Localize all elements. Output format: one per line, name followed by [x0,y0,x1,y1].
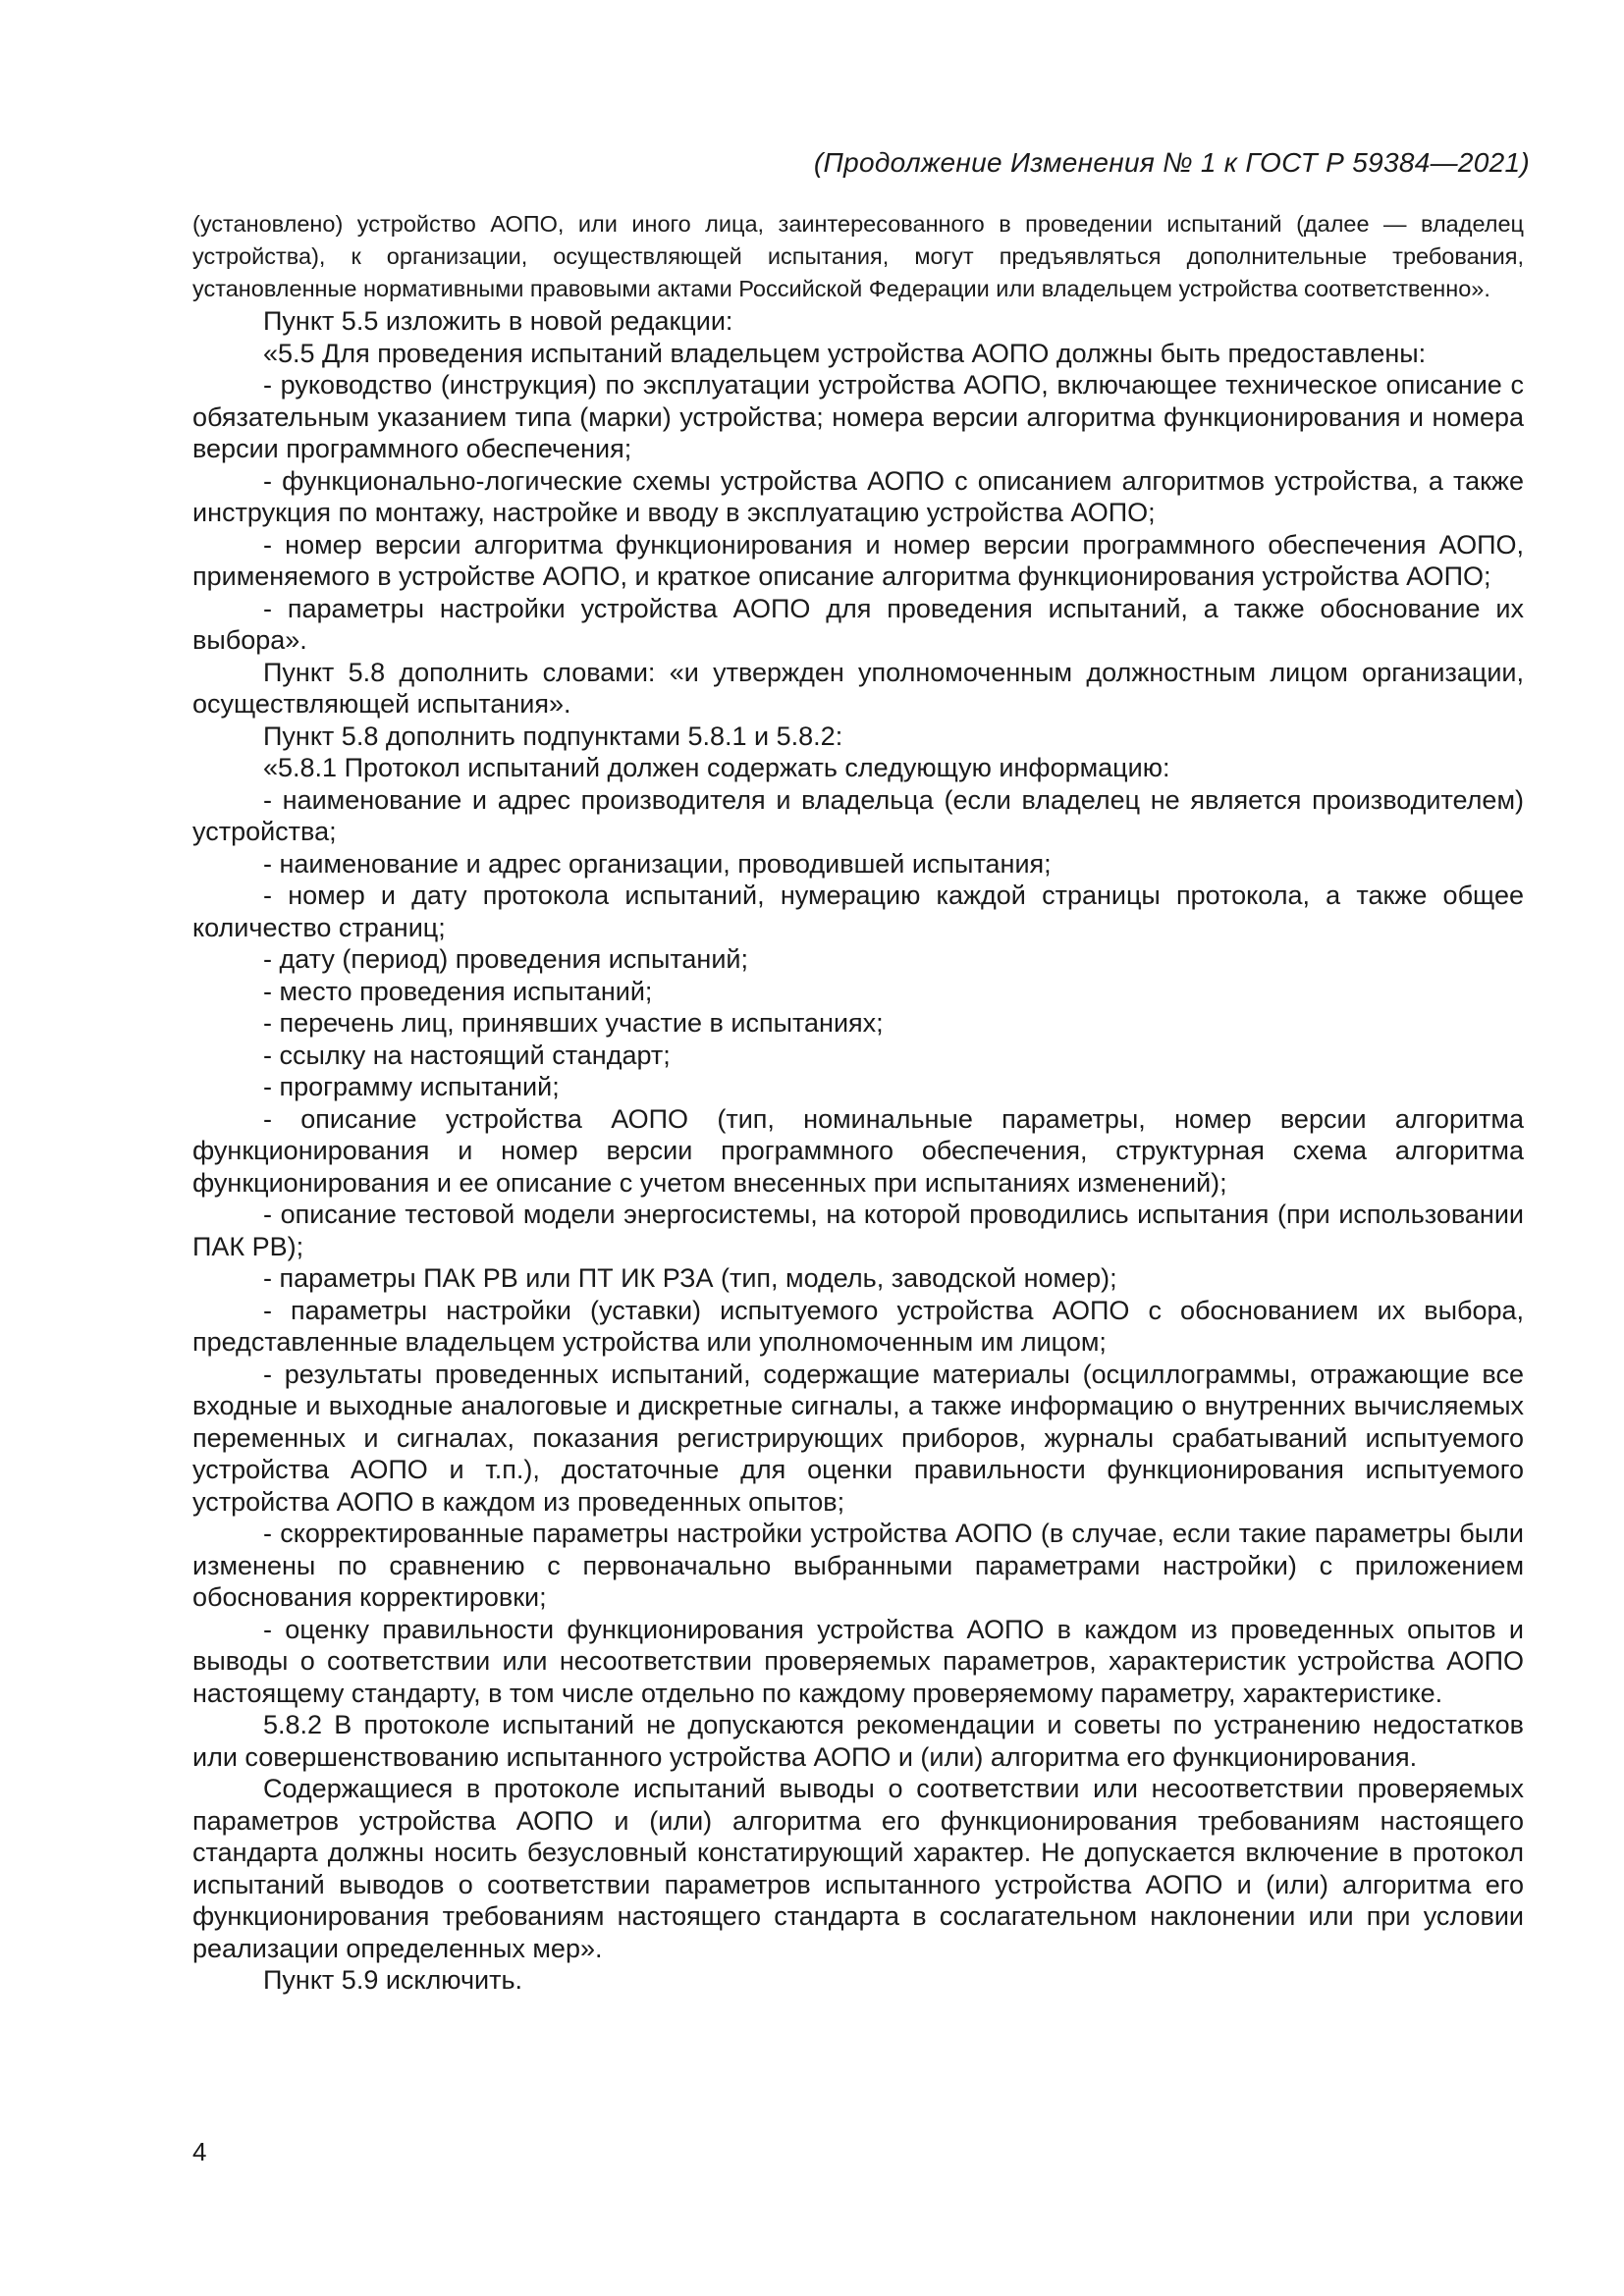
list-item: - описание тестовой модели энергосистемы, на которой проводились испытания (при использовании ПАК РВ); [192,1200,1524,1261]
list-item: - результаты проведенных испытаний, содержащие материалы (осциллограммы, отражающие все входные и выходные аналоговые и дискретные сигналы, а также информацию о внутренних вычисляемых переменных и сигналах, показания регистрирующих приборов, журналы срабатываний испытуемого устройства АОПО и т.п.), достаточные для оценки правильности функционирования испытуемого устройства АОПО в каждом из проведенных опытов; [192,1359,1524,1517]
list-item: - руководство (инструкция) по эксплуатации устройства АОПО, включающее техническое описание с обязательным указанием типа (марки) устройства; номера версии алгоритма функционирования и номера версии программного обеспечения; [192,370,1524,463]
list-item: - параметры настройки (уставки) испытуемого устройства АОПО с обоснованием их выбора, представленные владельцем устройства или уполномоченным им лицом; [192,1295,1524,1357]
list-item: - перечень лиц, принявших участие в испытаниях; [263,1008,884,1038]
list-item: - ссылку на настоящий стандарт; [263,1040,671,1070]
list-item: - наименование и адрес организации, проводившей испытания; [263,848,1052,879]
page-header: (Продолжение Изменения № 1 к ГОСТ Р 59384—2021) [813,147,1530,178]
list-item: - оценку правильности функционирования устройства АОПО в каждом из проведенных опытов и выводы о соответствии или несоответствии проверяемых параметров, характеристик устройства АОПО настоящему стандарту, в том числе отдельно по каждому проверяемому параметру, характеристике. [192,1614,1524,1708]
list-item: - скорректированные параметры настройки устройства АОПО (в случае, если такие параметры были изменены по сравнению с первоначально выбранными параметрами настройки) с приложением обоснования корректировки; [192,1519,1524,1612]
list-item: - номер и дату протокола испытаний, нумерацию каждой страницы протокола, а также общее количество страниц; [192,881,1524,942]
paragraph: Пункт 5.8 дополнить словами: «и утвержден уполномоченным должностным лицом организации, осуществляющей испытания». [192,657,1524,719]
list-item: - наименование и адрес производителя и владельца (если владелец не является производителем) устройства; [192,784,1524,846]
paragraph: 5.8.2 В протоколе испытаний не допускаются рекомендации и советы по устранению недостатков или совершенствованию испытанного устройства АОПО и (или) алгоритма его функционирования. [192,1710,1524,1772]
list-item: - дату (период) проведения испытаний; [263,944,749,974]
paragraph: Пункт 5.9 исключить. [263,1965,523,1995]
paragraph: Пункт 5.5 изложить в новой редакции: [263,306,733,336]
paragraph: «5.5 Для проведения испытаний владельцем устройства АОПО должны быть предоставлены: [263,338,1427,368]
list-item: - параметры настройки устройства АОПО для проведения испытаний, а также обоснование их выбора». [192,593,1524,655]
list-item: - описание устройства АОПО (тип, номинальные параметры, номер версии алгоритма функционирования и номер версии программного обеспечения, структурная схема алгоритма функционирования и ее описание с учетом внесенных при испытаниях изменений); [192,1103,1524,1198]
list-item: - функционально-логические схемы устройства АОПО с описанием алгоритмов устройства, а также инструкция по монтажу, настройке и вводу в эксплуатацию устройства АОПО; [192,465,1524,527]
page-number: 4 [192,2137,207,2166]
list-item: - программу испытаний; [263,1072,560,1101]
paragraph: Содержащиеся в протоколе испытаний выводы о соответствии или несоответствии проверяемых параметров устройства АОПО и (или) алгоритма его функционирования требованиям настоящего стандарта должны носить безусловный констатирующий характер. Не допускается включение в протокол испытаний выводов о соответствии параметров испытанного устройства АОПО и (или) алгоритма его функционирования требованиям настоящего стандарта в сослагательном наклонении или при условии реализации определенных мер». [192,1774,1524,1963]
document-body [192,208,1524,1997]
paragraph: «5.8.1 Протокол испытаний должен содержать следующую информацию: [263,753,1170,782]
intro-paragraph: (установлено) устройство АОПО, или иного лица, заинтересованного в проведении испытаний (далее — владелец устройства), к организации, осуществляющей испытания, могут предъявляться дополнительные требования, установленные нормативными правовыми актами Российской Федерации или владельцем устройства соответственно». [192,211,1524,301]
list-item: - место проведения испытаний; [263,976,653,1006]
list-item: - параметры ПАК РВ или ПТ ИК РЗА (тип, модель, заводской номер); [263,1263,1117,1293]
list-item: - номер версии алгоритма функционирования и номер версии программного обеспечения АОПО, применяемого в устройстве АОПО, и краткое описание алгоритма функционирования устройства АОПО; [192,529,1524,591]
paragraph: Пункт 5.8 дополнить подпунктами 5.8.1 и 5.8.2: [263,721,843,751]
